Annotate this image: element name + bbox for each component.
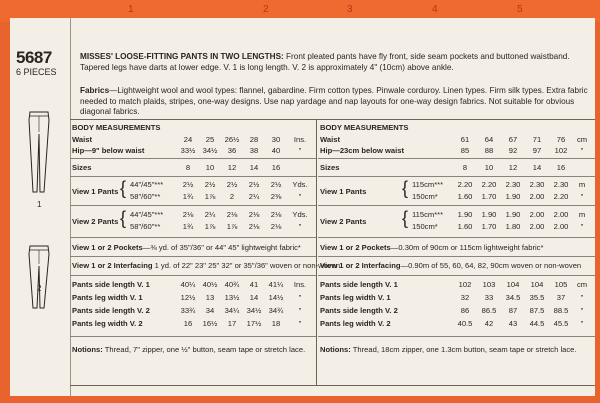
- view-2-label: 2: [37, 284, 42, 293]
- measure-value: 18: [271, 319, 281, 328]
- separator: [70, 176, 316, 177]
- waist-value: 24: [183, 135, 193, 144]
- metres: 1.70: [481, 192, 497, 201]
- interfacing-label: View 1 or 2 Interfacing: [320, 261, 401, 270]
- yardage: 2⅛: [182, 210, 194, 219]
- description: [80, 52, 588, 73]
- separator: [70, 256, 316, 257]
- separator: [70, 336, 316, 337]
- fabrics-note: [80, 86, 588, 118]
- measure-value: 12½: [180, 293, 196, 302]
- hip-value: 38: [249, 146, 259, 155]
- metres: 1.80: [505, 222, 521, 231]
- waist-value: 30: [271, 135, 281, 144]
- description-text: Front pleated pants have fly front, side seam pockets and buttoned waistband. Tapered legs have darts at lower edge. V. 1 is long length. V. 2 is approximately 4" (10cm) above ankle.: [80, 52, 570, 72]
- metres: 1.90: [457, 210, 473, 219]
- row-label: Pants side length V. 1: [320, 280, 398, 289]
- size-value: 8: [462, 163, 468, 172]
- size-value: 16: [556, 163, 566, 172]
- table-bottom-rule: [70, 385, 595, 386]
- separator: [318, 237, 595, 238]
- measure-value: 105: [554, 280, 568, 289]
- row-label: Pants side length V. 1: [72, 280, 150, 289]
- waist-value: 64: [484, 135, 494, 144]
- hip-value: 36: [227, 146, 237, 155]
- yardage: 2⅛: [226, 210, 238, 219]
- hip-value: 88: [484, 146, 494, 155]
- size-value: 14: [249, 163, 259, 172]
- waist-value: 71: [532, 135, 542, 144]
- view-2-pants-drawing: [26, 244, 52, 310]
- separator: [318, 176, 595, 177]
- yardage: 1¾: [182, 222, 194, 231]
- fabric-width: 58"/60"**: [130, 222, 161, 231]
- measure-value: 17½: [246, 319, 262, 328]
- measure-value: 103: [482, 280, 496, 289]
- row-label: Sizes: [72, 163, 92, 172]
- metres: 2.00: [529, 210, 545, 219]
- measure-value: 40¾: [224, 280, 240, 289]
- separator: [318, 336, 595, 337]
- measure-value: 40.5: [457, 319, 473, 328]
- hip-value: 40: [271, 146, 281, 155]
- measure-value: 13: [205, 293, 215, 302]
- separator: [70, 237, 316, 238]
- metres: 2.00: [529, 222, 545, 231]
- metres: 2.30: [505, 180, 521, 189]
- view-1-label: 1: [37, 200, 42, 209]
- metres: 1.90: [481, 210, 497, 219]
- unit: ": [580, 192, 584, 201]
- notions-row: [320, 345, 576, 354]
- measure-value: 33¾: [180, 306, 196, 315]
- measure-value: 35.5: [529, 293, 545, 302]
- pockets-label: View 1 or 2 Pockets: [320, 243, 391, 252]
- yardage: 1¾: [182, 192, 194, 201]
- pockets-label: View 1 or 2 Pockets: [72, 243, 143, 252]
- measure-value: 17: [227, 319, 237, 328]
- measure-value: 104: [506, 280, 520, 289]
- yardage: 2½: [204, 180, 216, 189]
- pockets-row: [320, 243, 543, 252]
- unit: cm: [576, 280, 588, 289]
- measure-value: 44.5: [529, 319, 545, 328]
- measure-value: 41¼: [268, 280, 284, 289]
- yardage: 2⅛: [248, 222, 260, 231]
- metres: 2.30: [553, 180, 569, 189]
- measure-value: 16½: [202, 319, 218, 328]
- yardage: 1⅞: [204, 222, 216, 231]
- unit: ": [580, 293, 584, 302]
- ruler-mark: 4: [432, 4, 438, 15]
- hip-value: 34½: [202, 146, 218, 155]
- row-label: Sizes: [320, 163, 340, 172]
- yardage: 2: [229, 192, 235, 201]
- yardage: 2⅜: [270, 192, 282, 201]
- hip-value: 102: [554, 146, 568, 155]
- measure-value: 16: [183, 319, 193, 328]
- row-label: View 2 Pants: [72, 217, 119, 226]
- description-title: MISSES' LOOSE-FITTING PANTS IN TWO LENGTHS:: [80, 52, 284, 61]
- row-label: Pants leg width V. 2: [72, 319, 143, 328]
- separator: [70, 275, 316, 276]
- metres: 2.00: [553, 210, 569, 219]
- row-label: Pants leg width V. 1: [320, 293, 391, 302]
- yardage: 2¼: [204, 210, 216, 219]
- ruler-mark: 1: [128, 4, 134, 15]
- brace: {: [402, 178, 409, 198]
- size-value: 16: [271, 163, 281, 172]
- measure-value: 34½: [246, 306, 262, 315]
- waist-value: 61: [460, 135, 470, 144]
- fabric-width: 44"/45"***: [130, 210, 164, 219]
- fabric-width: 115cm***: [412, 210, 444, 219]
- measure-value: 86.5: [481, 306, 497, 315]
- hip-value: 85: [460, 146, 470, 155]
- measure-value: 102: [458, 280, 472, 289]
- waist-value: 76: [556, 135, 566, 144]
- separator: [318, 158, 595, 159]
- yardage: 2⅛: [270, 210, 282, 219]
- brace: {: [402, 208, 409, 228]
- separator: [318, 275, 595, 276]
- measure-value: 34¼: [224, 306, 240, 315]
- measure-value: 87.5: [529, 306, 545, 315]
- size-value: 14: [532, 163, 542, 172]
- interfacing-row: [72, 261, 340, 270]
- notions-text: Thread, 7" zipper, one ½" button, seam tape or stretch lace.: [102, 345, 306, 354]
- metres: 1.90: [505, 192, 521, 201]
- unit: ": [580, 146, 584, 155]
- measure-value: 14½: [268, 293, 284, 302]
- row-label: Pants side length V. 2: [320, 306, 398, 315]
- row-label: View 1 Pants: [72, 187, 119, 196]
- unit: Yds.: [292, 180, 308, 189]
- metres: 1.70: [481, 222, 497, 231]
- fabric-width: 150cm*: [412, 192, 438, 201]
- row-label: Pants leg width V. 2: [320, 319, 391, 328]
- notions-label: Notions:: [72, 345, 103, 354]
- waist-value: 25: [205, 135, 215, 144]
- yardage: 2½: [226, 180, 238, 189]
- row-label: Hip—23cm below waist: [320, 146, 404, 155]
- unit: ": [580, 319, 584, 328]
- ruler-mark: 3: [347, 4, 353, 15]
- unit: Yds.: [292, 210, 308, 219]
- measure-value: 42: [484, 319, 494, 328]
- fabrics-text: —Lightweight wool and wool types: flannel, gabardine. Firm cotton types. Pinwale corduroy. Linen types. Firm silk types. Extra fabric needed to match plaids, stripes, one-way designs. Use nap yardage and nap layouts for one-way design fabrics. Not suitable for obvious diagonal fabrics.: [80, 86, 588, 116]
- yardage: 2½: [270, 180, 282, 189]
- measure-value: 13½: [224, 293, 240, 302]
- unit: m: [578, 210, 586, 219]
- measure-value: 88.5: [553, 306, 569, 315]
- size-value: 10: [205, 163, 215, 172]
- yardage: 2½: [182, 180, 194, 189]
- measure-value: 40¼: [180, 280, 196, 289]
- measure-value: 86: [460, 306, 470, 315]
- body-measurements-heading: BODY MEASUREMENTS: [320, 123, 409, 132]
- fabric-width: 58"/60"**: [130, 192, 161, 201]
- notions-row: [72, 345, 305, 354]
- measure-value: 41: [249, 280, 259, 289]
- row-label: Pants leg width V. 1: [72, 293, 143, 302]
- unit: ": [298, 222, 302, 231]
- row-label: Waist: [72, 135, 92, 144]
- separator: [70, 158, 316, 159]
- size-value: 12: [508, 163, 518, 172]
- measure-value: 34.5: [505, 293, 521, 302]
- body-measurements-heading: BODY MEASUREMENTS: [72, 123, 161, 132]
- fabrics-label: Fabrics: [80, 86, 110, 95]
- metres: 1.90: [505, 210, 521, 219]
- fabric-width: 150cm*: [412, 222, 438, 231]
- view-1-pants-drawing: [26, 110, 52, 194]
- size-value: 12: [227, 163, 237, 172]
- unit: ": [298, 293, 302, 302]
- unit: m: [578, 180, 586, 189]
- row-label: View 1 Pants: [320, 187, 367, 196]
- yardage: 1⅞: [204, 192, 216, 201]
- metric-yardage-table: [318, 119, 595, 385]
- row-label: Pants side length V. 2: [72, 306, 150, 315]
- metres: 2.00: [553, 222, 569, 231]
- unit: ": [580, 222, 584, 231]
- measure-value: 37: [556, 293, 566, 302]
- unit: ": [298, 146, 302, 155]
- size-value: 10: [484, 163, 494, 172]
- metres: 2.00: [529, 192, 545, 201]
- row-label: Waist: [320, 135, 340, 144]
- ruler-mark: 5: [517, 4, 523, 15]
- measure-value: 14: [249, 293, 259, 302]
- metres: 1.60: [457, 222, 473, 231]
- interfacing-text: 1 yd. of 22" 23" 25" 32" or 35"/36" woven or non-woven: [152, 261, 341, 270]
- unit: ": [298, 192, 302, 201]
- pockets-text: —0.30m of 90cm or 115cm lightweight fabric*: [390, 243, 544, 252]
- pattern-back-sheet: [10, 18, 595, 396]
- measure-value: 40½: [202, 280, 218, 289]
- fabric-width: 115cm***: [412, 180, 444, 189]
- waist-value: 26½: [224, 135, 240, 144]
- separator: [70, 205, 316, 206]
- measure-value: 34¾: [268, 306, 284, 315]
- measure-value: 43: [508, 319, 518, 328]
- pockets-text: —⅜ yd. of 35"/36" or 44" 45" lightweight fabric*: [142, 243, 301, 252]
- metres: 2.30: [529, 180, 545, 189]
- brace: {: [120, 178, 127, 198]
- metres: 1.60: [457, 192, 473, 201]
- notions-label: Notions:: [320, 345, 351, 354]
- unit: Ins.: [293, 135, 307, 144]
- measure-value: 34: [205, 306, 215, 315]
- hip-value: 33½: [180, 146, 196, 155]
- yardage: 2⅛: [248, 210, 260, 219]
- imperial-yardage-table: [70, 119, 341, 385]
- row-label: Hip—9" below waist: [72, 146, 145, 155]
- brace: {: [120, 208, 127, 228]
- column-divider: [316, 119, 317, 385]
- notions-text: Thread, 18cm zipper, one 1.3cm button, seam tape or stretch lace.: [350, 345, 577, 354]
- hip-value: 92: [508, 146, 518, 155]
- measure-value: 33: [484, 293, 494, 302]
- unit: ": [298, 319, 302, 328]
- yardage: 2¼: [248, 192, 260, 201]
- interfacing-text: —0.90m of 55, 60, 64, 82, 90cm woven or non-woven: [400, 261, 582, 270]
- fabric-width: 44"/45"***: [130, 180, 164, 189]
- unit: ": [580, 306, 584, 315]
- piece-count: 6 PIECES: [16, 67, 57, 77]
- ruler-mark: 2: [263, 4, 269, 15]
- row-label: View 2 Pants: [320, 217, 367, 226]
- pattern-number: 5687: [16, 48, 52, 67]
- size-value: 8: [185, 163, 191, 172]
- yardage: 2½: [248, 180, 260, 189]
- unit: cm: [576, 135, 588, 144]
- interfacing-row: [320, 261, 581, 270]
- pockets-row: [72, 243, 301, 252]
- unit: Ins.: [293, 280, 307, 289]
- unit: ": [298, 306, 302, 315]
- measure-value: 87: [508, 306, 518, 315]
- measure-value: 32: [460, 293, 470, 302]
- yardage: 1⅞: [226, 222, 238, 231]
- separator: [318, 256, 595, 257]
- metres: 2.20: [481, 180, 497, 189]
- separator: [318, 205, 595, 206]
- interfacing-label: View 1 or 2 Interfacing: [72, 261, 153, 270]
- waist-value: 67: [508, 135, 518, 144]
- waist-value: 28: [249, 135, 259, 144]
- hip-value: 97: [532, 146, 542, 155]
- measure-value: 45.5: [553, 319, 569, 328]
- view-sidebar: [10, 18, 71, 396]
- yardage: 2⅛: [270, 222, 282, 231]
- metres: 2.20: [553, 192, 569, 201]
- measure-value: 104: [530, 280, 544, 289]
- metres: 2.20: [457, 180, 473, 189]
